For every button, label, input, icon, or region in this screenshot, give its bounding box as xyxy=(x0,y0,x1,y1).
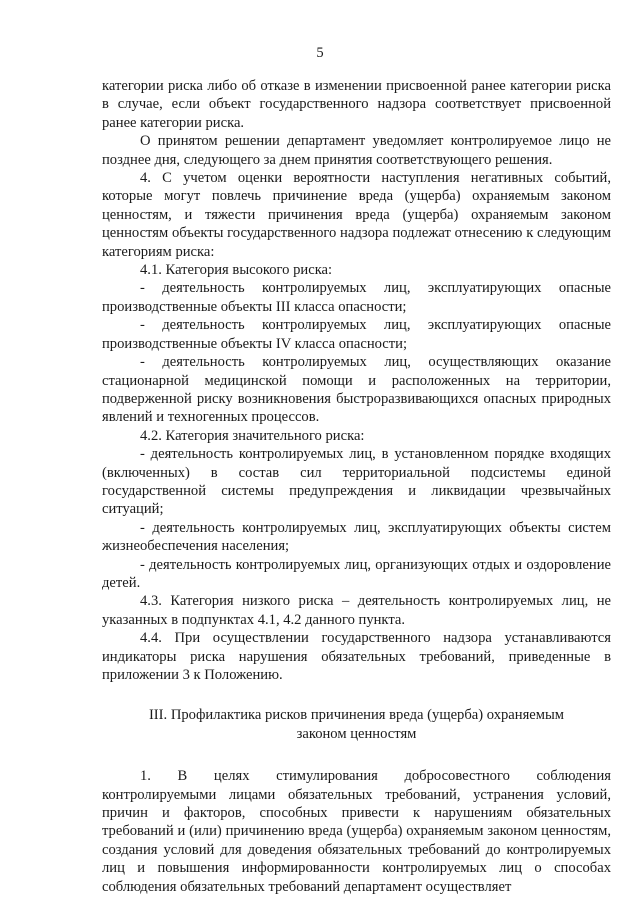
paragraphs-after-section xyxy=(102,767,611,896)
document-body xyxy=(102,77,611,896)
paragraph: - деятельность контролируемых лиц, эксплуатирующих объекты систем жизнеобеспечения населения; xyxy=(102,519,611,555)
paragraph: - деятельность контролируемых лиц, в установленном порядке входящих (включенных) в состав сил территориальной подсистемы единой государственной системы предупреждения и ликвидации чрезвычайных ситуаций; xyxy=(102,446,611,518)
paragraph: - деятельность контролируемых лиц, организующих отдых и оздоровление детей. xyxy=(102,556,611,591)
section-heading-line-2: законом ценностям xyxy=(296,725,417,742)
paragraph: О принятом решении департамент уведомляет контролируемое лицо не позднее дня, следующего за днем принятия соответствующего решения. xyxy=(102,133,611,168)
page-number: 5 xyxy=(316,45,324,61)
paragraph: - деятельность контролируемых лиц, эксплуатирующих опасные производственные объекты IV класса опасности; xyxy=(102,317,611,352)
paragraph: категории риска либо об отказе в изменении присвоенной ранее категории риска в случае, если объект государственного надзора соответствует присвоенной ранее категории риска. xyxy=(102,78,611,131)
section-heading-line-1: III. Профилактика рисков причинения вреда (ущерба) охраняемым xyxy=(148,707,565,724)
paragraph: 4.4. При осуществлении государственного надзора устанавливаются индикаторы риска нарушения обязательных требований, приведенные в приложении 3 к Положению. xyxy=(102,630,611,683)
paragraph: 4.1. Категория высокого риска: xyxy=(140,262,333,279)
paragraph: 4.2. Категория значительного риска: xyxy=(140,427,365,444)
paragraph: 4.3. Категория низкого риска – деятельность контролируемых лиц, не указанных в подпунктах 4.1, 4.2 данного пункта. xyxy=(102,593,611,628)
paragraph: 4. С учетом оценки вероятности наступления негативных событий, которые могут повлечь причинение вреда (ущерба) охраняемым законом ценностям, и тяжести причинения вреда (ущерба) охраняемым законом ценностям объекты государственного надзора подлежат отнесению к следующим категориям риска: xyxy=(102,170,611,260)
paragraph: - деятельность контролируемых лиц, эксплуатирующих опасные производственные объекты III класса опасности; xyxy=(102,280,611,315)
paragraph: - деятельность контролируемых лиц, осуществляющих оказание стационарной медицинской помощи и расположенных на территории, подверженной риску возникновения быстроразвивающихся опасных природных явлений и техногенных процессов. xyxy=(102,354,611,426)
section-heading xyxy=(102,706,611,743)
paragraphs-before-section xyxy=(102,77,611,684)
paragraph: 1. В целях стимулирования добросовестного соблюдения контролируемыми лицами обязательных требований, устранения условий, причин и факторов, способных привести к нарушениям обязательных требований и (или) причинению вреда (ущерба) охраняемым законом ценностям, создания условий для доведения обязательных требований до контролируемых лиц и повышения информированности контролируемых лиц о способах соблюдения обязательных требований департамент осуществляет xyxy=(102,768,611,895)
